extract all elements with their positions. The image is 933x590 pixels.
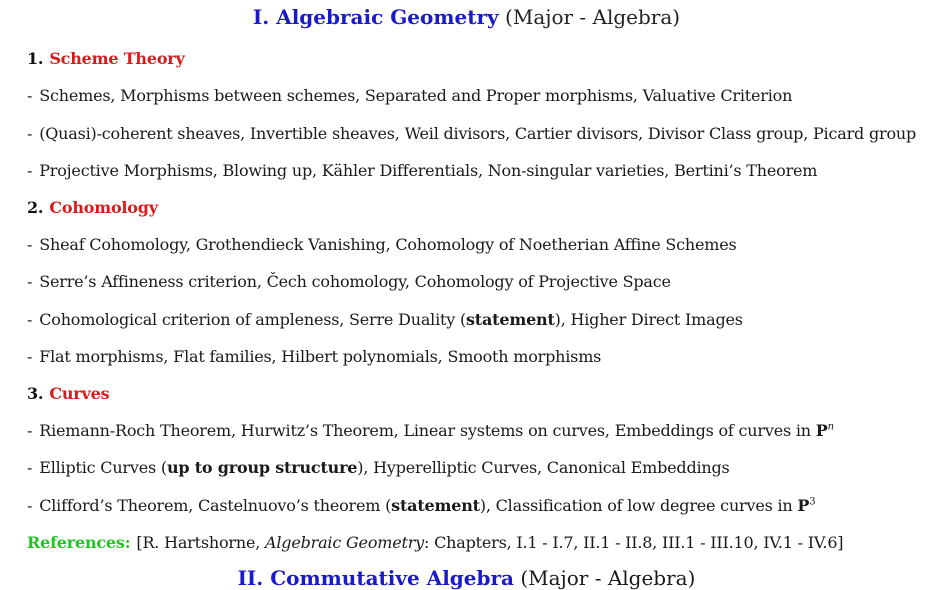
list-item: - Cohomological criterion of ampleness, Serre Duality (statement), Higher Direct Images — [27, 310, 743, 329]
section-heading-cohomology — [27, 198, 158, 217]
list-item: - Sheaf Cohomology, Grothendieck Vanishing, Cohomology of Noetherian Affine Schemes — [27, 235, 737, 254]
section-heading-scheme-theory — [27, 49, 185, 68]
list-item: - Schemes, Morphisms between schemes, Separated and Proper morphisms, Valuative Criterion — [27, 86, 793, 105]
section-number: 1. — [27, 49, 44, 68]
section-name: Curves — [49, 384, 110, 403]
list-item: - Elliptic Curves (up to group structure), Hyperelliptic Curves, Canonical Embeddings — [27, 458, 730, 477]
title-main: I. Algebraic Geometry — [252, 5, 499, 29]
title-sub: (Major - Algebra) — [505, 5, 681, 29]
section-heading-curves — [27, 384, 109, 403]
list-item: - Flat morphisms, Flat families, Hilbert polynomials, Smooth morphisms — [27, 347, 602, 366]
section-number: 3. — [27, 384, 44, 403]
book-title: Algebraic Geometry — [265, 533, 425, 552]
list-item: - Clifford’s Theorem, Castelnuovo’s theorem (statement), Classification of low degree curves in $P^3$ — [27, 496, 816, 515]
list-item: - Riemann-Roch Theorem, Hurwitz’s Theorem, Linear systems on curves, Embeddings of curves in $P^n$ — [27, 421, 834, 440]
section-name: Scheme Theory — [49, 49, 185, 68]
list-item: - Projective Morphisms, Blowing up, Kähler Differentials, Non-singular varieties, Bertini’s Theorem — [27, 161, 818, 180]
section-name: Cohomology — [49, 198, 158, 217]
list-item: - Serre’s Affineness criterion, Čech cohomology, Cohomology of Projective Space — [27, 272, 671, 291]
section-number: 2. — [27, 198, 44, 217]
page-title — [0, 5, 933, 29]
next-section-title: II. Commutative Algebra (Major - Algebra) — [237, 566, 696, 590]
references: References: [R. Hartshorne, Algebraic Geometry: Chapters, I.1 - I.7, II.1 - II.8, III.1 - III.10, IV.1 - IV.6] — [27, 533, 844, 552]
references-label: References: — [27, 533, 131, 552]
list-item: - (Quasi)-coherent sheaves, Invertible sheaves, Weil divisors, Cartier divisors, Divisor Class group, Picard group — [27, 124, 917, 143]
